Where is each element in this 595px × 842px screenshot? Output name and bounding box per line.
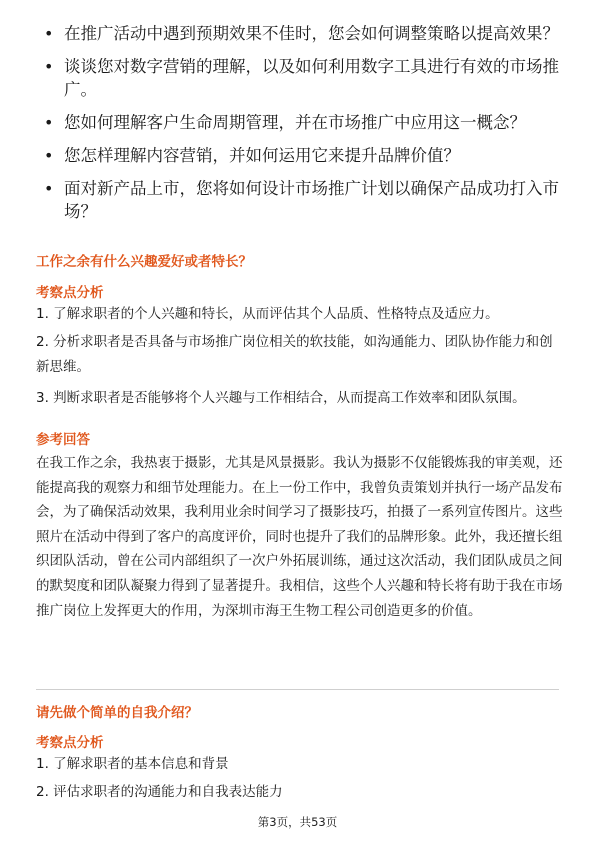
analysis-item: 2. 分析求职者是否具备与市场推广岗位相关的软技能，如沟通能力、团队协作能力和创新思维。 bbox=[36, 334, 553, 375]
analysis-heading: 考察点分析 bbox=[36, 735, 104, 751]
bullet-item: • 谈谈您对数字营销的理解，以及如何利用数字工具进行有效的市场推广。 bbox=[44, 57, 559, 99]
bullet-dot-icon: • bbox=[44, 179, 54, 198]
bullet-item: • 您怎样理解内容营销，并如何运用它来提升品牌价值？ bbox=[44, 146, 460, 165]
analysis-item: 2. 评估求职者的沟通能力和自我表达能力 bbox=[36, 784, 283, 800]
answer-heading: 参考回答 bbox=[36, 432, 90, 448]
analysis-heading: 考察点分析 bbox=[36, 285, 104, 301]
bullet-dot-icon: • bbox=[44, 113, 54, 132]
bullet-dot-icon: • bbox=[44, 57, 54, 76]
bullet-item: • 您如何理解客户生命周期管理，并在市场推广中应用这一概念？ bbox=[44, 113, 526, 132]
analysis-item: 1. 了解求职者的基本信息和背景 bbox=[36, 756, 229, 772]
section-question-title: 工作之余有什么兴趣爱好或者特长？ bbox=[36, 254, 252, 270]
section-divider bbox=[36, 689, 559, 690]
bullet-item: • 面对新产品上市，您将如何设计市场推广计划以确保产品成功打入市场？ bbox=[44, 179, 559, 221]
section-question-title: 请先做个简单的自我介绍？ bbox=[36, 705, 198, 721]
bullet-dot-icon: • bbox=[44, 24, 54, 43]
bullet-item: • 在推广活动中遇到预期效果不佳时，您会如何调整策略以提高效果？ bbox=[44, 24, 559, 43]
question-bullet-list bbox=[44, 22, 564, 233]
analysis-item: 3. 判断求职者是否能够将个人兴趣与工作相结合，从而提高工作效率和团队氛围。 bbox=[36, 390, 526, 406]
page-number-footer: 第3页，共53页 bbox=[257, 815, 338, 829]
bullet-dot-icon: • bbox=[44, 146, 54, 165]
answer-paragraph: 在我工作之余，我热衷于摄影，尤其是风景摄影。我认为摄影不仅能锻炼我的审美观，还能提高我的观察力和细节处理能力。在上一份工作中，我曾负责策划并执行一场产品发布会，为了确保活动效果，我利用业余时间学习了摄影技巧，拍摄了一系列宣传图片。这些照片在活动中得到了客户的高度评价，同时也提升了我们的品牌形象。此外，我还擅长组织团队活动，曾在公司内部组织了一次户外拓展训练，通过这次活动，我们团队成员之间的默契度和团队凝聚力得到了显著提升。我相信，这些个人兴趣和特长将有助于我在市场推广岗位上发挥更大的作用，为深圳市海王生物工程公司创造更多的价值。 bbox=[36, 455, 563, 619]
analysis-item: 1. 了解求职者的个人兴趣和特长，从而评估其个人品质、性格特点及适应力。 bbox=[36, 306, 499, 322]
